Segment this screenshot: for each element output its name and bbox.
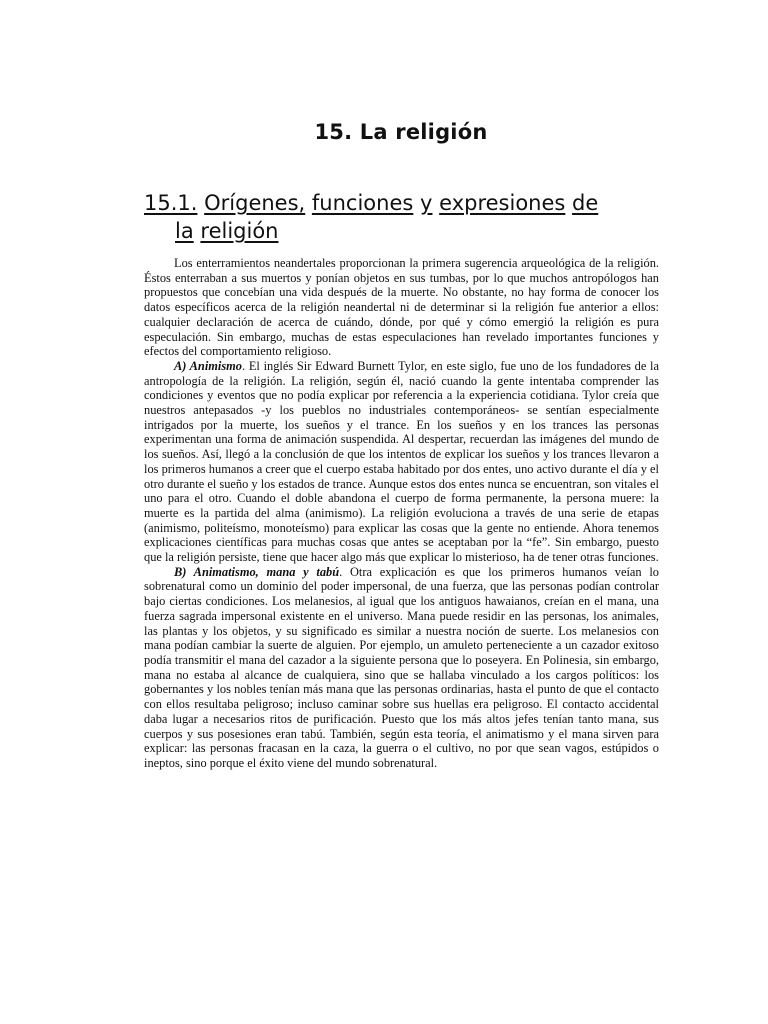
section-number: 15.1. <box>144 191 198 215</box>
section-heading <box>144 189 644 245</box>
section-word: funciones <box>311 191 414 215</box>
section-word: y <box>420 191 433 215</box>
paragraph-text: . Otra explicación es que los primeros humanos veían lo sobrenatural como un dominio del poder impersonal, de una fuerza, que las personas podían controlar bajo ciertas condiciones. Los melanesios, al igual que los antiguos hawaianos, creían en el mana, una fuerza sagrada impersonal existente en el universo. Mana puede residir en las personas, los animales, las plantas y los objetos, y su significado es similar a nuestra noción de suerte. Los melanesios con mana podían cambiar la suerte de alguien. Por ejemplo, un amuleto perteneciente a un cazador exitoso podía transmitir el mana del cazador a la siguiente persona que lo poseyera. En Polinesia, sin embargo, mana no estaba al alcance de cualquiera, sino que se hallaba vinculado a los cargos políticos: los gobernantes y los nobles tenían más mana que las personas ordinarias, hasta el punto de que el contacto con ellos resultaba peligroso; incluso caminar sobre sus huellas era peligroso. El contacto accidental daba lugar a necesarios ritos de purificación. Puesto que los más altos jefes tenían tanto mana, sus cuerpos y sus posesiones eran tabú. También, según esta teoría, el animatismo y el mana sirven para explicar: las personas fracasan en la caza, la guerra o el cultivo, no por que sean vagos, estúpidos o ineptos, sino porque el éxito viene del mundo sobrenatural. <box>144 564 659 770</box>
paragraph-text: . El inglés Sir Edward Burnett Tylor, en este siglo, fue uno de los fundadores de la antropología de la religión. La religión, según él, nació cuando la gente intentaba comprender las condiciones y eventos que no podía explicar por referencia a la experiencia cotidiana. Tylor creía que nuestros antepasados -y los pueblos no industriales contemporáneos- se sentían especialmente intrigados por la muerte, los sueños y el trance. En los sueños y en los trances las personas experimentan una forma de animación suspendida. Al despertar, recuerdan las imágenes del mundo de los sueños. Así, llegó a la conclusión de que los intentos de explicar los sueños y los trances llevaron a los primeros humanos a creer que el cuerpo estaba habitado por dos entes, uno activo durante el día y el otro durante el sueño y los estados de trance. Aunque estos dos entes nunca se encuentran, son vitales el uno para el otro. Cuando el doble abandona el cuerpo de forma permanente, la persona muere: la muerte es la partida del alma (animismo). La religión evoluciona a través de una serie de etapas (animismo, politeísmo, monoteísmo) para explicar las cosas que la gente no entiende. Ahora tenemos explicaciones científicas para muchas cosas que antes se aceptaban por la “fe”. Sin embargo, puesto que la religión persiste, tiene que hacer algo más que explicar lo misterioso, ha de tener otras funciones. <box>144 358 659 565</box>
paragraph-animismo <box>144 359 659 565</box>
section-word: de <box>572 191 599 215</box>
section-word: expresiones <box>439 191 566 215</box>
section-word: Orígenes, <box>204 191 306 215</box>
paragraph-lead: B) Animatismo, mana y tabú <box>174 564 340 579</box>
paragraph-intro <box>144 256 659 359</box>
paragraph-text: Los enterramientos neandertales proporcionan la primera sugerencia arqueológica de la religión. Éstos enterraban a sus muertos y ponían objetos en sus tumbas, por lo que muchos antropólogos han propuestos que concebían una vida después de la muerte. No obstante, no hay forma de conocer los datos específicos acerca de la religión neandertal ni de determinar si la religión fue anterior a ellos: cualquier declaración de acerca de cuándo, dónde, por qué y cómo emergió la religión es pura especulación. Sin embargo, muchas de estas especulaciones han revelado importantes funciones y efectos del comportamiento religioso. <box>144 256 659 359</box>
section-word: la <box>175 219 194 243</box>
chapter-title: 15. La religión <box>314 120 488 144</box>
paragraph-lead: A) Animismo <box>174 358 242 373</box>
section-heading-line-2 <box>144 217 644 245</box>
body-text <box>144 256 659 771</box>
section-word: religión <box>200 219 279 243</box>
paragraph-animatismo <box>144 565 659 771</box>
